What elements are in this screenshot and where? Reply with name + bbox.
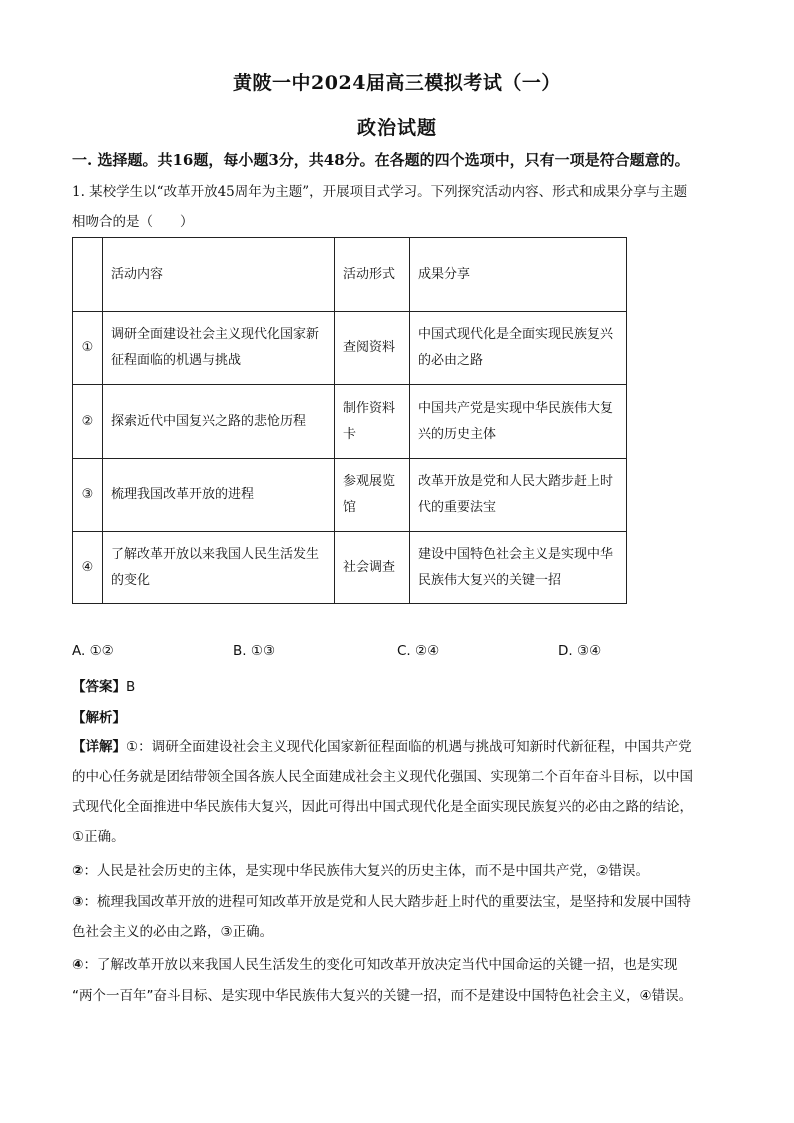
explanation-text: ：了解改革开放以来我国人民生活发生的变化可知改革开放决定当代中国命运的关键一招，也是实现 — [83, 957, 678, 973]
activity-form-cell: 参观展览馆 — [335, 459, 410, 532]
activity-form-cell: 制作资料卡 — [335, 385, 410, 459]
activity-content-cell: 探索近代中国复兴之路的悲怆历程 — [103, 385, 335, 459]
result-sharing-cell: 改革开放是党和人民大踏步赶上时代的重要法宝 — [410, 459, 627, 532]
row-number: ③ — [73, 459, 103, 532]
activity-form-cell: 查阅资料 — [335, 312, 410, 385]
explanation-line: 式现代化全面推进中华民族伟大复兴，因此可得出中国式现代化是全面实现民族复兴的必由之路的结论， — [72, 799, 693, 815]
result-sharing-cell: 中国共产党是实现中华民族伟大复兴的历史主体 — [410, 385, 627, 459]
answer-label: 【答案】 — [72, 679, 126, 695]
explanation-line: 色社会主义的必由之路，③正确。 — [72, 924, 274, 940]
exam-title: 黄陂一中2024届高三模拟考试（一） — [233, 72, 561, 94]
answer-value: B — [126, 679, 136, 695]
option-c[interactable]: C. ②④ — [397, 643, 440, 659]
option-d[interactable]: D. ③④ — [558, 643, 602, 659]
activity-content-cell: 调研全面建设社会主义现代化国家新征程面临的机遇与挑战 — [103, 312, 335, 385]
point-marker: ④ — [72, 957, 84, 973]
row-number: ② — [73, 385, 103, 459]
explanation-line — [72, 950, 722, 980]
explanation-line — [72, 887, 722, 917]
analysis-label: 【解析】 — [72, 710, 126, 726]
row-number: ④ — [73, 532, 103, 604]
table-row — [73, 385, 627, 459]
section-heading: 一. 选择题。共16题，每小题3分，共48分。在各题的四个选项中，只有一项是符合题意的。 — [72, 151, 690, 169]
table-header-form: 活动形式 — [335, 238, 410, 312]
option-b[interactable]: B. ①③ — [233, 643, 276, 659]
result-sharing-cell: 中国式现代化是全面实现民族复兴的必由之路 — [410, 312, 627, 385]
table-header-content: 活动内容 — [103, 238, 335, 312]
activity-content-cell: 了解改革开放以来我国人民生活发生的变化 — [103, 532, 335, 604]
activity-form-cell: 社会调查 — [335, 532, 410, 604]
question-stem-line-2: 相吻合的是（ ） — [72, 214, 194, 230]
explanation-text: ：人民是社会历史的主体，是实现中华民族伟大复兴的历史主体，而不是中国共产党，②错误。 — [83, 863, 650, 879]
activity-table — [72, 237, 627, 604]
activity-content-cell: 梳理我国改革开放的进程 — [103, 459, 335, 532]
table-row — [73, 459, 627, 532]
explanation-line: ①正确。 — [72, 829, 125, 845]
answer-line — [72, 675, 135, 695]
table-header-result: 成果分享 — [410, 238, 627, 312]
explanation-line: 的中心任务就是团结带领全国各族人民全面建成社会主义现代化强国、实现第二个百年奋斗目标，以中国 — [72, 769, 693, 785]
explanation-line — [72, 856, 722, 886]
table-row — [73, 532, 627, 604]
point-marker: ② — [72, 863, 84, 879]
row-number: ① — [73, 312, 103, 385]
explanation-line: “两个一百年”奋斗目标、是实现中华民族伟大复兴的关键一招，而不是建设中国特色社会主义，④错误。 — [72, 988, 693, 1004]
explanation-text: ：梳理我国改革开放的进程可知改革开放是党和人民大踏步赶上时代的重要法宝，是坚持和发展中国特 — [83, 894, 691, 910]
point-marker: ③ — [72, 894, 84, 910]
table-header-row — [73, 238, 627, 312]
result-sharing-cell: 建设中国特色社会主义是实现中华民族伟大复兴的关键一招 — [410, 532, 627, 604]
option-a[interactable]: A. ①② — [72, 643, 114, 659]
table-row — [73, 312, 627, 385]
table-header-blank — [73, 238, 103, 312]
question-stem-line-1: 1. 某校学生以“改革开放45周年为主题”，开展项目式学习。下列探究活动内容、形式和成果分享与主题 — [72, 184, 688, 200]
subject-title: 政治试题 — [356, 117, 437, 139]
detail-label: 【详解】 — [72, 739, 126, 755]
explanation-line — [72, 732, 722, 762]
explanation-text: ①：调研全面建设社会主义现代化国家新征程面临的机遇与挑战可知新时代新征程，中国共产党 — [126, 739, 692, 755]
